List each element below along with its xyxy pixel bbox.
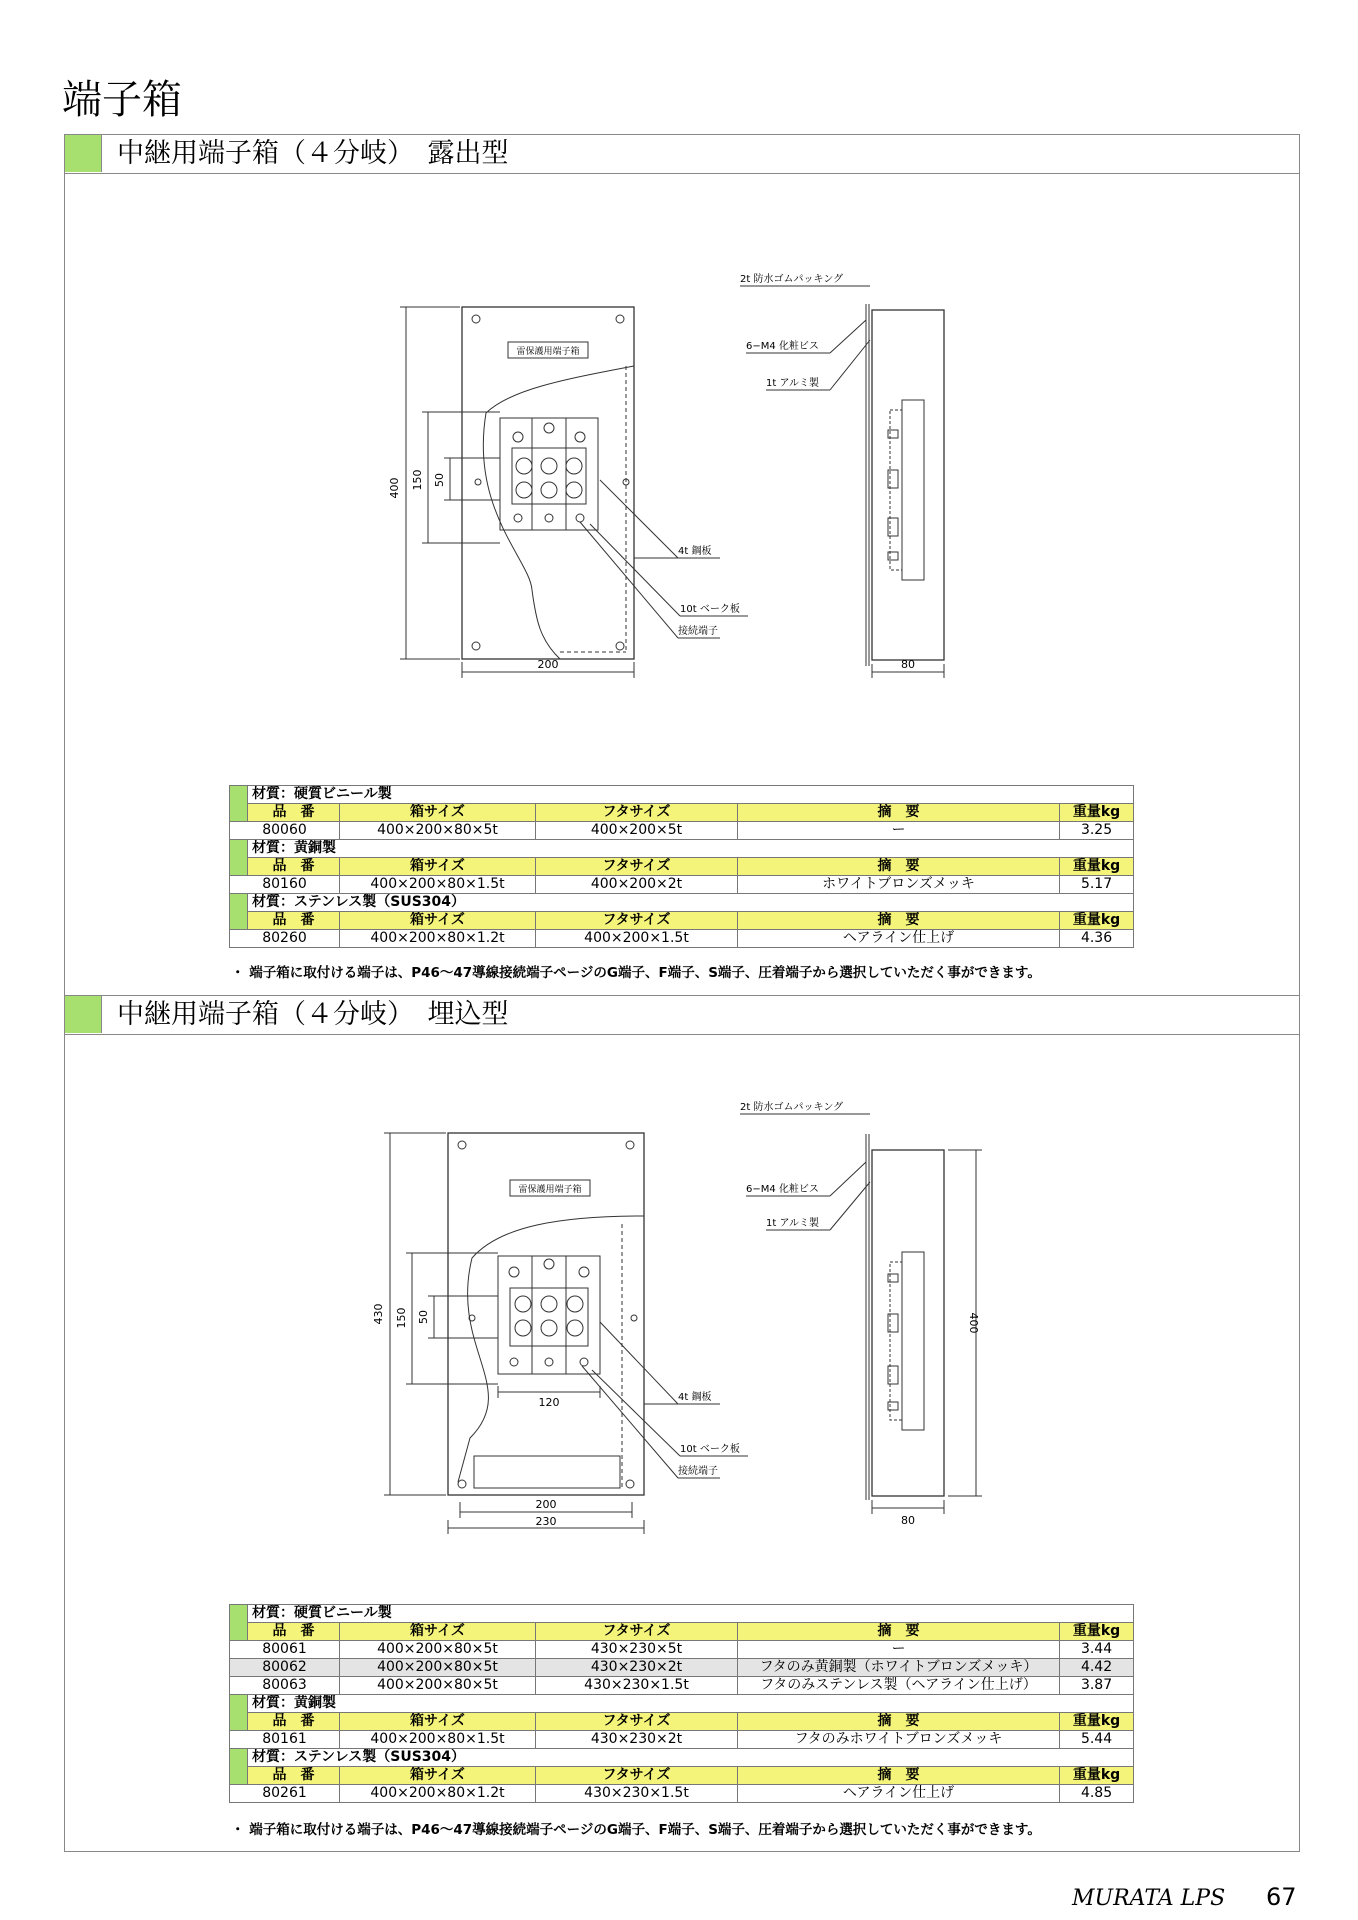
dim-depth: 80 (901, 1514, 915, 1527)
cell-box-size: 400×200×80×1.2t (340, 1785, 536, 1803)
column-header-box-size: 箱サイズ (340, 1713, 536, 1731)
spec-table-exposed (229, 785, 1134, 948)
column-header-box-size: 箱サイズ (340, 912, 536, 930)
dim-height: 430 (372, 1303, 385, 1325)
cell-remarks: フタのみホワイトブロンズメッキ (738, 1731, 1060, 1749)
table-row (230, 1659, 1134, 1677)
cell-remarks: ホワイトブロンズメッキ (738, 876, 1060, 894)
page-number: 67 (1266, 1883, 1297, 1911)
material-label: 材質：黄銅製 (248, 840, 1134, 858)
callout-steel: 4t 鋼板 (678, 1392, 712, 1403)
callout-bakelite: 10t ベーク板 (680, 1444, 740, 1455)
cell-box-size: 400×200×80×1.5t (340, 1731, 536, 1749)
section-header-embedded (64, 995, 1300, 1035)
section-title: 中継用端子箱（４分岐） 埋込型 (117, 999, 509, 1030)
column-header-box-size: 箱サイズ (340, 1767, 536, 1785)
spec-table-embedded (229, 1604, 1134, 1803)
cell-part-no: 80161 (230, 1731, 340, 1749)
material-marker (230, 1695, 248, 1731)
cell-box-size: 400×200×80×5t (340, 1677, 536, 1695)
column-header-lid-size: フタサイズ (536, 1767, 738, 1785)
material-row (230, 1695, 1134, 1713)
cell-lid-size: 400×200×1.5t (536, 930, 738, 948)
front-box (462, 307, 634, 659)
material-marker (230, 840, 248, 876)
cell-part-no: 80160 (230, 876, 340, 894)
column-header-lid-size: フタサイズ (536, 858, 738, 876)
drawing-embedded (300, 1088, 1080, 1538)
cell-weight: 3.44 (1060, 1641, 1134, 1659)
material-row (230, 894, 1134, 912)
column-header-remarks: 摘 要 (738, 1623, 1060, 1641)
callout-screw: 6−M4 化粧ビス (746, 1184, 819, 1195)
table-row (230, 1785, 1134, 1803)
page-title: 端子箱 (62, 77, 182, 123)
column-header-box-size: 箱サイズ (340, 858, 536, 876)
material-row (230, 1749, 1134, 1767)
dim-side-height: 400 (967, 1312, 980, 1334)
cell-remarks: ー (738, 822, 1060, 840)
column-header-box-size: 箱サイズ (340, 804, 536, 822)
column-header-lid-size: フタサイズ (536, 804, 738, 822)
column-header-remarks: 摘 要 (738, 858, 1060, 876)
callout-packing: 2t 防水ゴムパッキング (740, 1102, 844, 1113)
terminal-block (498, 1256, 600, 1374)
cell-remarks: フタのみ黄銅製（ホワイトブロンズメッキ） (738, 1659, 1060, 1677)
table-row (230, 1731, 1134, 1749)
dim-small: 50 (417, 1310, 430, 1324)
cell-box-size: 400×200×80×5t (340, 1659, 536, 1677)
column-header-part-no: 品 番 (248, 804, 340, 822)
dim-width: 200 (535, 1498, 557, 1511)
cell-box-size: 400×200×80×5t (340, 1641, 536, 1659)
section-header-exposed (64, 134, 1300, 174)
callout-bakelite: 10t ベーク板 (680, 604, 740, 615)
material-label: 材質：黄銅製 (248, 1695, 1134, 1713)
note-embedded: ・ 端子箱に取付ける端子は、P46〜47導線接続端子ページのG端子、F端子、S端子、圧着端子から選択していただく事ができます。 (231, 1822, 1041, 1838)
column-header-lid-size: フタサイズ (536, 1623, 738, 1641)
dim-depth: 80 (901, 658, 915, 671)
dim-small: 50 (433, 473, 446, 487)
dim-mid: 150 (411, 469, 424, 491)
cell-box-size: 400×200×80×1.5t (340, 876, 536, 894)
cell-lid-size: 430×230×5t (536, 1641, 738, 1659)
dim-total-width: 230 (535, 1515, 557, 1528)
callout-aluminum: 1t アルミ製 (766, 378, 820, 389)
cell-weight: 5.44 (1060, 1731, 1134, 1749)
table-row (230, 1641, 1134, 1659)
section-marker (65, 996, 102, 1033)
cell-box-size: 400×200×80×5t (340, 822, 536, 840)
cell-lid-size: 430×230×1.5t (536, 1785, 738, 1803)
material-label: 材質：ステンレス製（SUS304） (248, 894, 1134, 912)
cell-weight: 5.17 (1060, 876, 1134, 894)
section-marker (65, 135, 102, 172)
cell-lid-size: 430×230×1.5t (536, 1677, 738, 1695)
column-header-lid-size: フタサイズ (536, 1713, 738, 1731)
column-header-weight: 重量kg (1060, 1767, 1134, 1785)
cell-lid-size: 400×200×2t (536, 876, 738, 894)
dim-inner-width: 120 (538, 1396, 560, 1409)
cell-box-size: 400×200×80×1.2t (340, 930, 536, 948)
column-header-weight: 重量kg (1060, 858, 1134, 876)
nameplate-text: 雷保護用端子箱 (516, 347, 580, 357)
column-header-lid-size: フタサイズ (536, 912, 738, 930)
section-title: 中継用端子箱（４分岐） 露出型 (117, 138, 509, 169)
side-box (872, 1150, 944, 1496)
callout-terminal: 接続端子 (678, 1466, 718, 1477)
callout-screw: 6−M4 化粧ビス (746, 341, 819, 352)
column-header-remarks: 摘 要 (738, 804, 1060, 822)
material-row (230, 1605, 1134, 1623)
material-marker (230, 1605, 248, 1641)
column-header-remarks: 摘 要 (738, 912, 1060, 930)
note-exposed: ・ 端子箱に取付ける端子は、P46〜47導線接続端子ページのG端子、F端子、S端子、圧着端子から選択していただく事ができます。 (231, 965, 1041, 981)
column-header-part-no: 品 番 (248, 1623, 340, 1641)
dim-width: 200 (537, 658, 559, 671)
column-header-box-size: 箱サイズ (340, 1623, 536, 1641)
table-row (230, 876, 1134, 894)
header-row (230, 858, 1134, 876)
cell-part-no: 80063 (230, 1677, 340, 1695)
cell-part-no: 80261 (230, 1785, 340, 1803)
column-header-weight: 重量kg (1060, 1713, 1134, 1731)
column-header-remarks: 摘 要 (738, 1713, 1060, 1731)
callout-aluminum: 1t アルミ製 (766, 1218, 820, 1229)
column-header-remarks: 摘 要 (738, 1767, 1060, 1785)
callout-packing: 2t 防水ゴムパッキング (740, 274, 844, 285)
cell-weight: 3.25 (1060, 822, 1134, 840)
header-row (230, 912, 1134, 930)
material-label: 材質：硬質ビニール製 (248, 1605, 1134, 1623)
drawing-exposed (300, 260, 1080, 700)
callout-terminal: 接続端子 (678, 626, 718, 637)
table-row (230, 822, 1134, 840)
column-header-weight: 重量kg (1060, 1623, 1134, 1641)
cell-remarks: フタのみステンレス製（ヘアライン仕上げ） (738, 1677, 1060, 1695)
dim-mid: 150 (395, 1307, 408, 1329)
material-label: 材質：ステンレス製（SUS304） (248, 1749, 1134, 1767)
cell-part-no: 80061 (230, 1641, 340, 1659)
cell-part-no: 80060 (230, 822, 340, 840)
cell-lid-size: 430×230×2t (536, 1659, 738, 1677)
header-row (230, 1623, 1134, 1641)
cell-weight: 3.87 (1060, 1677, 1134, 1695)
cell-remarks: ヘアライン仕上げ (738, 1785, 1060, 1803)
material-marker (230, 786, 248, 822)
header-row (230, 804, 1134, 822)
footer-brand: MURATA LPS (1072, 1886, 1226, 1911)
column-header-part-no: 品 番 (248, 912, 340, 930)
column-header-weight: 重量kg (1060, 912, 1134, 930)
cell-lid-size: 430×230×2t (536, 1731, 738, 1749)
column-header-part-no: 品 番 (248, 1767, 340, 1785)
cell-part-no: 80062 (230, 1659, 340, 1677)
cell-lid-size: 400×200×5t (536, 822, 738, 840)
table-row (230, 930, 1134, 948)
material-marker (230, 1749, 248, 1785)
cell-remarks: ー (738, 1641, 1060, 1659)
dim-height: 400 (388, 477, 401, 499)
nameplate-text: 雷保護用端子箱 (518, 1185, 582, 1195)
header-row (230, 1713, 1134, 1731)
cell-weight: 4.85 (1060, 1785, 1134, 1803)
column-header-weight: 重量kg (1060, 804, 1134, 822)
material-label: 材質：硬質ビニール製 (248, 786, 1134, 804)
cell-part-no: 80260 (230, 930, 340, 948)
header-row (230, 1767, 1134, 1785)
material-marker (230, 894, 248, 930)
terminal-block (500, 418, 598, 530)
side-box (872, 310, 944, 660)
column-header-part-no: 品 番 (248, 1713, 340, 1731)
cell-remarks: ヘアライン仕上げ (738, 930, 1060, 948)
cell-weight: 4.42 (1060, 1659, 1134, 1677)
table-row (230, 1677, 1134, 1695)
cell-weight: 4.36 (1060, 930, 1134, 948)
material-row (230, 840, 1134, 858)
callout-steel: 4t 鋼板 (678, 546, 712, 557)
column-header-part-no: 品 番 (248, 858, 340, 876)
material-row (230, 786, 1134, 804)
